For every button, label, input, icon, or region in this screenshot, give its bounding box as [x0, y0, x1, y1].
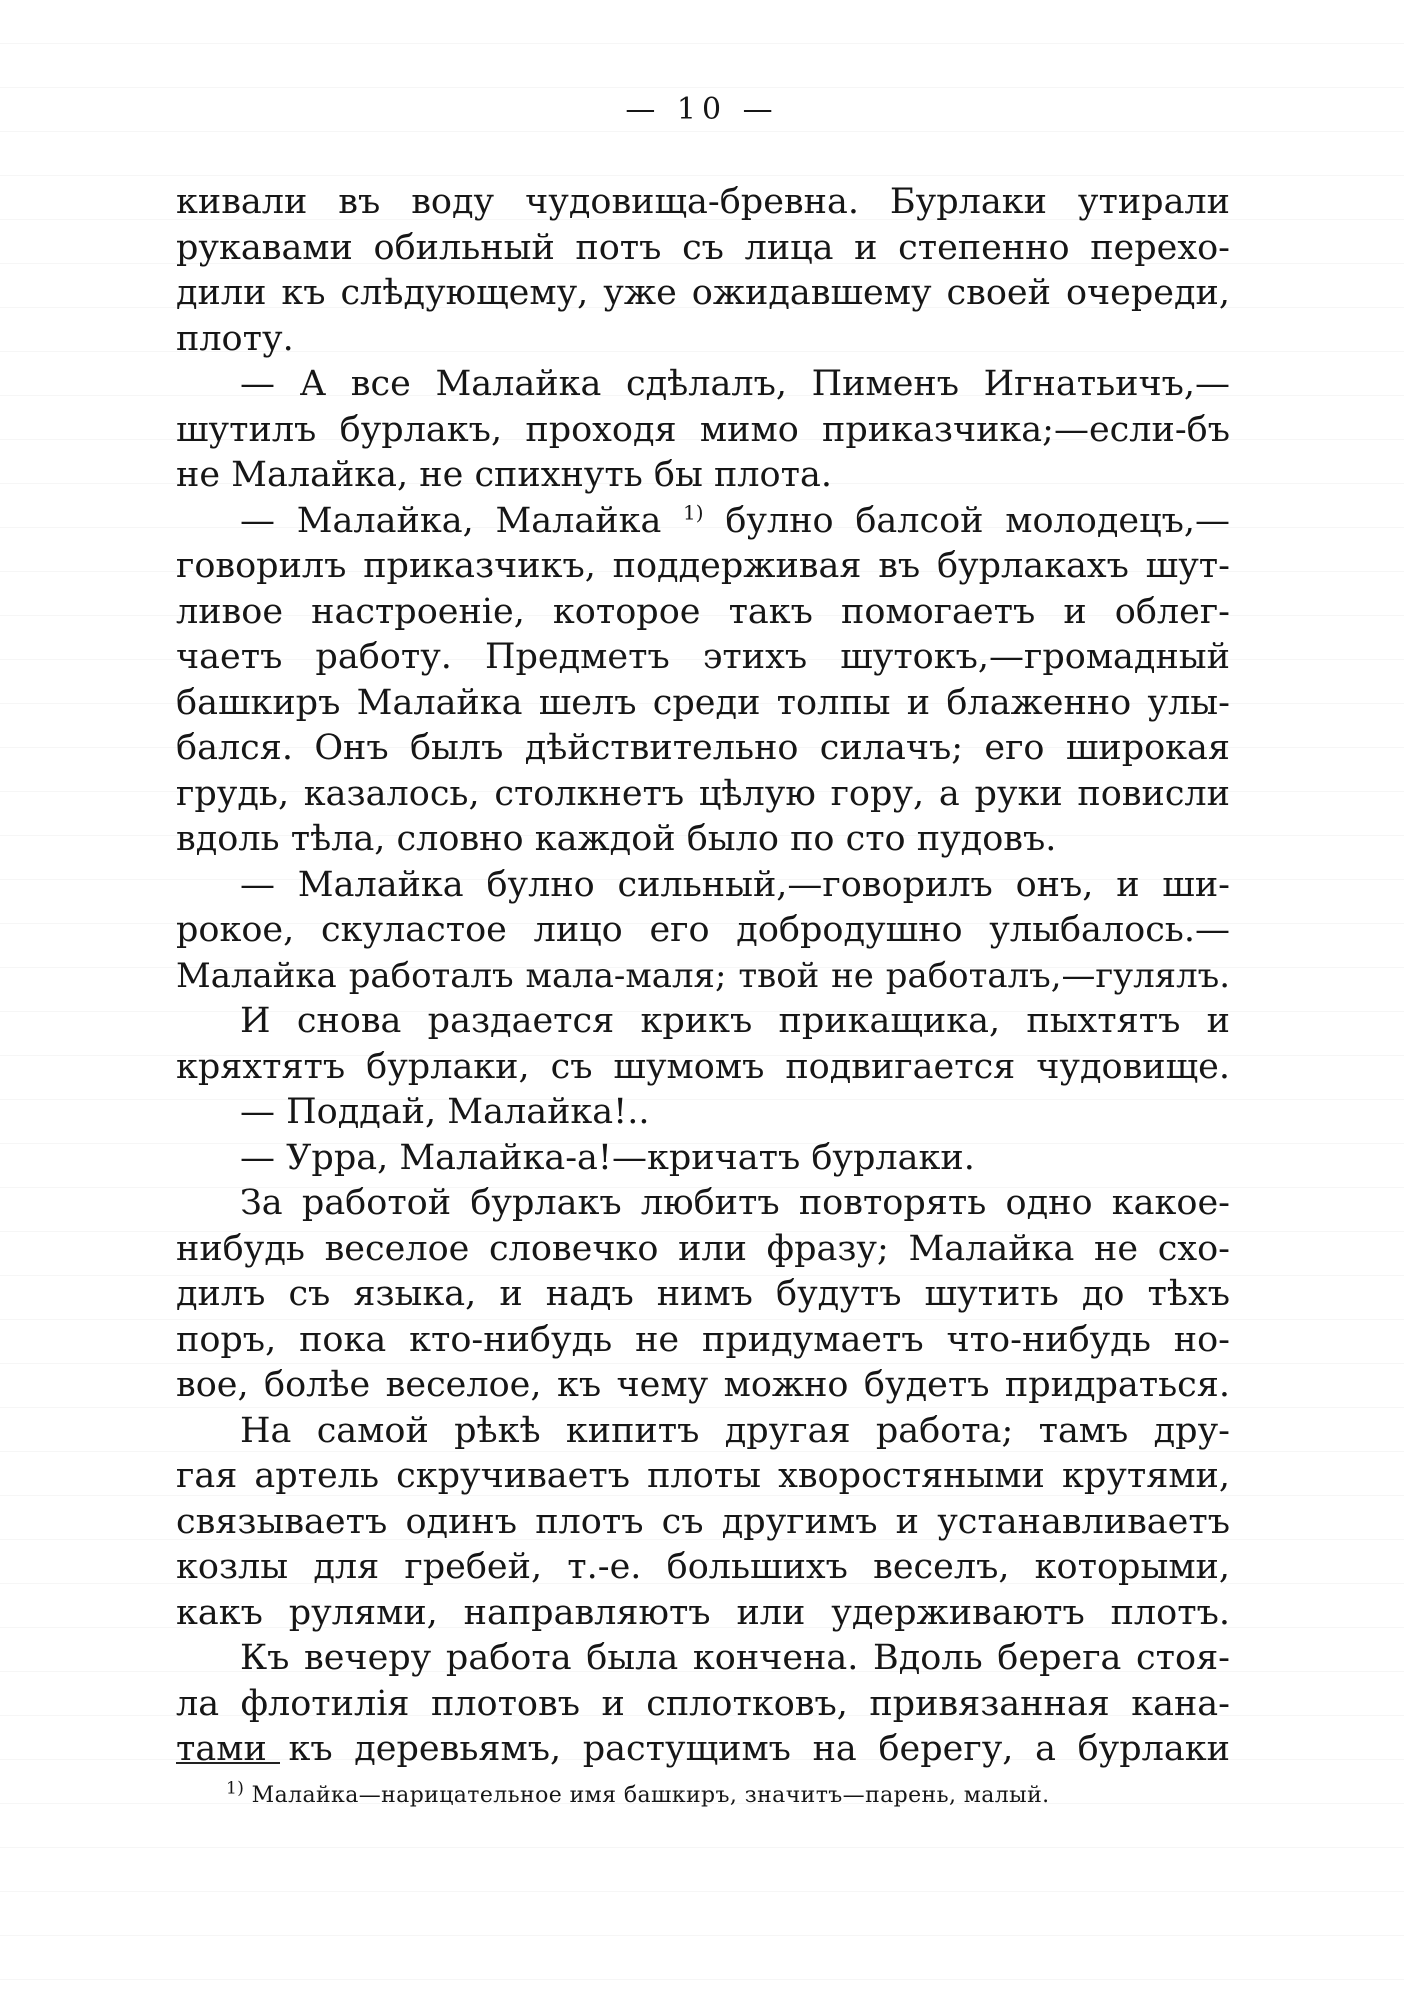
text-line: вое, болѣе веселое, къ чему можно будетъ придраться. [176, 1365, 1230, 1405]
text-line: — Урра, Малайка-а!—кричатъ бурлаки. [240, 1137, 975, 1178]
footnote-text: Малайка—нарицательное имя башкиръ, значитъ—парень, малый. [251, 1783, 1050, 1808]
text-line: дилъ съ языка, и надъ нимъ будутъ шутить до тѣхъ [176, 1274, 1230, 1314]
text-line: вдоль тѣла, словно каждой было по сто пудовъ. [176, 819, 1057, 859]
text-line: гая артель скручиваетъ плоты хворостяными крутями, [176, 1456, 1230, 1496]
page-number: — 10 — [625, 92, 779, 127]
footnote-divider [176, 1762, 280, 1764]
text-line: какъ рулями, направляютъ или удерживаютъ плотъ. [176, 1592, 1230, 1633]
text-line: плоту. [176, 318, 294, 359]
text-line: Малайка работалъ мала-маля; твой не работалъ,—гулялъ. [176, 956, 1230, 996]
text-line: кряхтятъ бурлаки, съ шумомъ подвигается чудовище. [176, 1046, 1230, 1087]
text-line: не Малайка, не спихнуть бы плота. [176, 455, 832, 495]
text-line: тами къ деревьямъ, растущимъ на берегу, а бурлаки [176, 1729, 1230, 1769]
text-line: На самой рѣкѣ кипитъ другая работа; тамъ дру- [240, 1410, 1230, 1451]
footnote-reference: 1) [683, 499, 704, 524]
footnote-mark: 1) [226, 1778, 245, 1799]
text-line: бался. Онъ былъ дѣйствительно силачъ; его широкая [176, 728, 1230, 768]
text-line: шутилъ бурлакъ, проходя мимо приказчика;—если-бъ [176, 409, 1230, 450]
text-line: ла флотилія плотовъ и сплотковъ, привязанная кана- [176, 1683, 1230, 1724]
text-line: — А все Малайка сдѣлалъ, Пименъ Игнатьичъ,— [240, 364, 1230, 404]
text-line: кивали въ воду чудовища-бревна. Бурлаки утирали [176, 182, 1230, 222]
text-line-start: — Малайка, Малайка [240, 500, 662, 541]
body-text [176, 180, 1230, 1773]
text-line: чаетъ работу. Предметъ этихъ шутокъ,—громадный [176, 637, 1230, 677]
text-line [176, 499, 1230, 545]
text-line-rest: булно балсой молодецъ,— [725, 500, 1230, 541]
text-line: нибудь веселое словечко или фразу; Малайка не схо- [176, 1228, 1230, 1269]
text-line: башкиръ Малайка шелъ среди толпы и блаженно улы- [176, 682, 1230, 723]
text-line: За работой бурлакъ любитъ повторять одно какое- [240, 1183, 1230, 1223]
text-line: поръ, пока кто-нибудь не придумаетъ что-нибудь но- [176, 1319, 1230, 1360]
text-line: ливое настроеніе, которое такъ помогаетъ и облег- [176, 591, 1230, 632]
text-line: козлы для гребей, т.-е. большихъ веселъ, которыми, [176, 1547, 1230, 1587]
text-line: грудь, казалось, столкнетъ цѣлую гору, а руки повисли [176, 773, 1230, 814]
text-line: — Малайка булно сильный,—говорилъ онъ, и ши- [240, 864, 1230, 905]
footnote [226, 1780, 1226, 1812]
text-line: рокое, скуластое лицо его добродушно улыбалось.— [176, 910, 1230, 950]
text-line: дили къ слѣдующему, уже ожидавшему своей очереди, [176, 273, 1230, 313]
text-line: связываетъ одинъ плотъ съ другимъ и устанавливаетъ [176, 1501, 1230, 1542]
text-line: говорилъ приказчикъ, поддерживая въ бурлакахъ шут- [176, 546, 1230, 586]
text-line: Къ вечеру работа была кончена. Вдоль берега стоя- [240, 1638, 1230, 1678]
text-line: рукавами обильный потъ съ лица и степенно перехо- [176, 227, 1230, 268]
text-line: И снова раздается крикъ прикащика, пыхтятъ и [240, 1001, 1230, 1041]
text-line: — Поддай, Малайка!.. [240, 1092, 650, 1132]
